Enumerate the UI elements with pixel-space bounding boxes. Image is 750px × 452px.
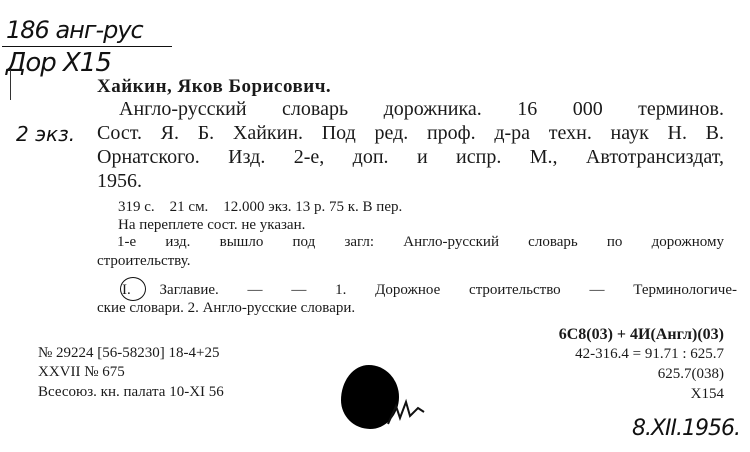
shelf-mark-line1: 186 анг-рус <box>6 16 143 44</box>
shelf-mark-line2: Дор Х15 <box>6 48 111 78</box>
classification-index: Х154 <box>690 386 724 402</box>
classification-index: 6С8(03) + 4И(Англ)(03) <box>558 326 724 343</box>
shelf-mark-underline <box>2 46 172 47</box>
description-line: Орнатского. Изд. 2-е, доп. и испр. М., Автотрансиздат, <box>97 146 724 168</box>
classification-index: 42-316.4 = 91.71 : 625.7 <box>575 346 724 362</box>
classification-index: 625.7(038) <box>657 366 724 382</box>
note-line: строительству. <box>97 253 191 269</box>
physical-description: 319 с. 21 см. 12.000 экз. 13 р. 75 к. В пер. <box>118 199 403 215</box>
margin-line <box>10 70 11 100</box>
description-line: Сост. Я. Б. Хайкин. Под ред. проф. д-ра техн. наук Н. В. <box>97 122 724 144</box>
description-line: Англо-русский словарь дорожника. 16 000 терминов. <box>119 98 724 120</box>
author-heading: Хайкин, Яков Борисович. <box>97 76 332 97</box>
registry-line: № 29224 [56-58230] 18-4+25 <box>38 345 220 361</box>
notes-block <box>97 233 724 271</box>
description-line: 1956. <box>97 170 142 192</box>
note-line: На переплете сост. не указан. <box>118 217 306 233</box>
registry-line: Всесоюз. кн. палата 10-XI 56 <box>38 384 224 400</box>
registry-line: XXVII № 675 <box>38 364 125 380</box>
note-line: 1-е изд. вышло под загл: Англо-русский словарь по дорожному <box>117 234 724 250</box>
title-description <box>97 97 724 193</box>
copies-note: 2 экз. <box>16 122 76 146</box>
handwritten-date: 8.XII.1956. <box>632 416 741 441</box>
subject-headings <box>97 281 737 317</box>
signature-scribble <box>386 398 426 428</box>
subject-line: ские словари. 2. Англо-русские словари. <box>97 300 356 316</box>
subject-line: I. Заглавие. — — 1. Дорожное строительство — Терминологиче- <box>122 282 737 298</box>
